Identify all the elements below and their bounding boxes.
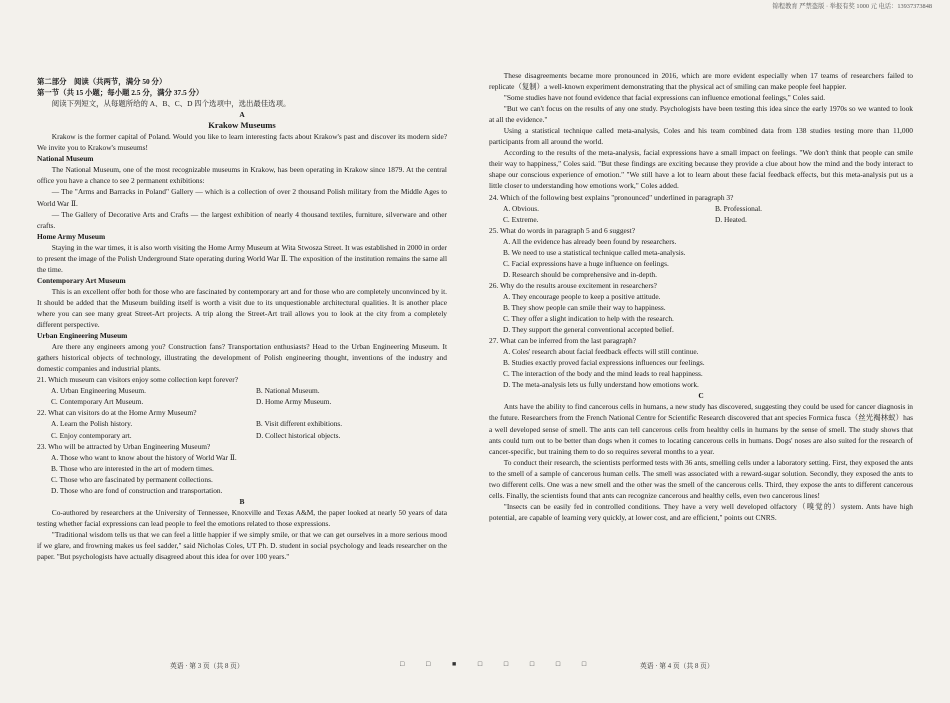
- paragraph: "But we can't focus on the results of any one study. Psychologists have been testing this idea since the early 1970s so we wanted to look at all the evidence.": [489, 104, 913, 125]
- paragraph: According to the results of the meta-analysis, facial expressions have a small impact on feelings. "We don't think that people can smile their way to happiness," Coles said. "But these findings are exciting because they provide a clue about how the mind and the body interact to shape our conscious experience of emotion." "We still have a lot to learn about these facial feedback effects, but this meta-analysis put us a little closer to understanding how emotions work," Coles added.: [489, 148, 913, 191]
- question-22: 22. What can visitors do at the Home Army Museum?: [37, 408, 197, 418]
- passage-a-letter: A: [239, 110, 245, 120]
- option: B. Professional.: [715, 203, 763, 213]
- paragraph: These disagreements became more pronounced in 2016, which are more evident especially when 17 teams of researchers failed to replicate（复制）a well-known experiment demonstrating that the physical act of smiling can make people feel happier.: [489, 71, 913, 92]
- option: A. Obvious.: [503, 203, 539, 213]
- option: C. The interaction of the body and the mind leads to real happiness.: [503, 369, 703, 379]
- passage-b-letter: B: [239, 496, 245, 506]
- paragraph: Co-authored by researchers at the University of Tennessee, Knoxville and Texas A&M, the paper looked at nearly 50 years of data testing whether facial expressions can lead people to feel the emotions related to those expressions.: [37, 507, 447, 528]
- paragraph: — The "Arms and Barracks in Poland" Gallery — which is a collection of over 2 thousand Polish military from the Middle Ages to World War Ⅱ.: [37, 187, 447, 208]
- paragraph: "Insects can be easily fed in controlled conditions. They have a very well developed olfactory（嗅觉的）system. Ants have high potential, are capable of learning very quickly, at lower cost, and are efficient," points out CNRS.: [489, 501, 913, 522]
- options-row: [37, 418, 447, 429]
- question-25: 25. What do words in paragraph 5 and 6 suggest?: [489, 225, 636, 235]
- option: B. Those who are interested in the art of modern times.: [51, 463, 214, 473]
- subheading-home-army: Home Army Museum: [37, 231, 106, 241]
- option: D. Those who are fond of construction and transportation.: [51, 485, 223, 495]
- paragraph: The National Museum, one of the most recognizable museums in Krakow, has been operating in Krakow since 1879. At the central office you have a chance to see 2 permanent exhibitions:: [37, 165, 447, 186]
- options-row: [37, 396, 447, 407]
- paragraph: Krakow is the former capital of Poland. Would you like to learn interesting facts about Krakow's past and discover its modern side? We invite you to Krakow's museums!: [37, 132, 447, 153]
- paragraph: Using a statistical technique called meta-analysis, Coles and his team combined data from 138 studies testing more than 11,000 participants from all around the world.: [489, 126, 913, 147]
- question-26: 26. Why do the results arouse excitement in researchers?: [489, 280, 657, 290]
- paragraph: "Some studies have not found evidence that facial expressions can influence emotional feelings," Coles said.: [503, 93, 826, 103]
- section-heading: 第一节（共 15 小题；每小题 2.5 分，满分 37.5 分）: [37, 88, 204, 98]
- option: D. Collect historical objects.: [256, 430, 341, 440]
- option: A. Coles' research about facial feedback effects will still continue.: [503, 347, 699, 357]
- option: C. Contemporary Art Museum.: [51, 397, 144, 407]
- option: C. Enjoy contemporary art.: [51, 430, 132, 440]
- question-23: 23. Who will be attracted by Urban Engineering Museum?: [37, 441, 211, 451]
- part-heading: 第二部分 阅读（共两节，满分 50 分）: [37, 77, 167, 86]
- option: B. We need to use a statistical technique called meta-analysis.: [503, 247, 686, 257]
- option: B. National Museum.: [256, 386, 320, 396]
- paragraph: To conduct their research, the scientists performed tests with 36 ants, smelling cells under a laboratory setting. First, they exposed the ants to the smell of a sample of cancerous human cells. The smell was associated with a reward-sugar solution. Secondly, they exposed the ants to two different cells. One was a new smell and the other was the smell of the cancerous cells. Third, they expose the ants to different cancerous cells. Finally, the scientists found that ants can recognize cancerous and healthy cells, even two cancerous lines!: [489, 457, 913, 500]
- paragraph: Are there any engineers among you? Construction fans? Transportation enthusiasts? Head to the Urban Engineering Museum. It gathers historical objects of technology, illustrating the development of Polish engineering thought, inventions of the industry and domestic companies and industrial plants.: [37, 342, 447, 374]
- subheading-national: National Museum: [37, 154, 94, 164]
- option: B. They show people can smile their way to happiness.: [503, 302, 666, 312]
- options-row: [489, 214, 913, 225]
- options-row: [37, 430, 447, 441]
- paragraph: Ants have the ability to find cancerous cells in humans, a new study has discovered, suggesting they could be used for cancer diagnosis in the future. Researchers from the French National Centre for Scientific Research discovered that ant species Formica fusca（丝光褐林蚁）has a well developed sense of smell. The ants can tell cancerous cells from healthy cells in humans by the sense of smell. The study shows that ants could turn out to be better than dogs when it comes to locating cancerous cells in humans. Dogs' noses are also suited for the research of cancer-specific, but training them to do so requires several months to a year.: [489, 402, 913, 456]
- paragraph: — The Gallery of Decorative Arts and Crafts — the largest exhibition of nearly 4 thousand textiles, furniture, silverware and other crafts.: [37, 209, 447, 230]
- subheading-contemporary: Contemporary Art Museum: [37, 275, 126, 285]
- option: D. Research should be comprehensive and in-depth.: [503, 269, 657, 279]
- option: D. Heated.: [715, 214, 747, 224]
- question-24: 24. Which of the following best explains "pronounced" underlined in paragraph 3?: [489, 192, 734, 202]
- question-27: 27. What can be inferred from the last paragraph?: [489, 336, 636, 346]
- paragraph: "Traditional wisdom tells us that we can feel a little happier if we simply smile, or that we can get ourselves in a more serious mood if we glare, and frowning makes us feel sadder," said Nicholas Coles, UT Ph. D. student in social psychology and leads researcher on the paper. "But psychologists have actually disagreed about this idea for over 100 years.": [37, 529, 447, 562]
- instruction: 阅读下列短文，从每题所给的 A、B、C、D 四个选项中，选出最佳选项。: [51, 99, 291, 109]
- paragraph: Staying in the war times, it is also worth visiting the Home Army Museum at Wita Stwosza Street. It was established in 2000 in order to present the image of the Polish Underground State operating during World War Ⅱ. The exposition of the institution remains the same all the time.: [37, 242, 447, 274]
- options-row: [489, 203, 913, 214]
- subheading-urban: Urban Engineering Museum: [37, 331, 128, 341]
- option: A. Urban Engineering Museum.: [51, 386, 147, 396]
- option: C. Extreme.: [503, 214, 539, 224]
- option: D. Home Army Museum.: [256, 397, 332, 407]
- option: A. They encourage people to keep a positive attitude.: [503, 291, 661, 301]
- right-column: [489, 70, 913, 640]
- left-column: [37, 76, 447, 688]
- options-row: [37, 385, 447, 396]
- option: C. Those who are fascinated by permanent collections.: [51, 474, 213, 484]
- question-21: 21. Which museum can visitors enjoy some collection kept forever?: [37, 375, 238, 385]
- option: D. The meta-analysis lets us fully understand how emotions work.: [503, 380, 699, 390]
- option: A. Those who want to know about the history of World War Ⅱ.: [51, 452, 237, 462]
- page-footer-right: 英语 · 第 4 页（共 8 页）: [640, 663, 714, 670]
- header-note: 锦程教育 严禁盗版 · 举报有奖 1000 元 电话：13937373848: [772, 3, 932, 10]
- passage-c-letter: C: [698, 391, 704, 401]
- option: A. Learn the Polish history.: [51, 419, 133, 429]
- option: C. Facial expressions have a huge influence on feelings.: [503, 258, 669, 268]
- option: B. Visit different exhibitions.: [256, 419, 343, 429]
- option: D. They support the general conventional accepted belief.: [503, 325, 674, 335]
- option: B. Studies exactly proved facial expressions influences our feelings.: [503, 358, 705, 368]
- option: C. They offer a slight indication to help with the research.: [503, 314, 674, 324]
- page-footer-left: 英语 · 第 3 页（共 8 页）: [170, 663, 244, 670]
- paragraph: This is an excellent offer both for those who are fascinated by contemporary art and for those who are completely unconvinced by it. It should be added that the Museum building itself is worth a visit due to its unquestionable architectural qualities. It is another place where you can see many great Street-Art projects. A trip along the Street-Art trail allows you to look at the city from a completely different perspective.: [37, 286, 447, 330]
- option: A. All the evidence has already been found by researchers.: [503, 236, 677, 246]
- footer-boxes: □ □ ■ □ □ □ □ □: [400, 660, 597, 668]
- passage-a-title: Krakow Museums: [208, 120, 276, 131]
